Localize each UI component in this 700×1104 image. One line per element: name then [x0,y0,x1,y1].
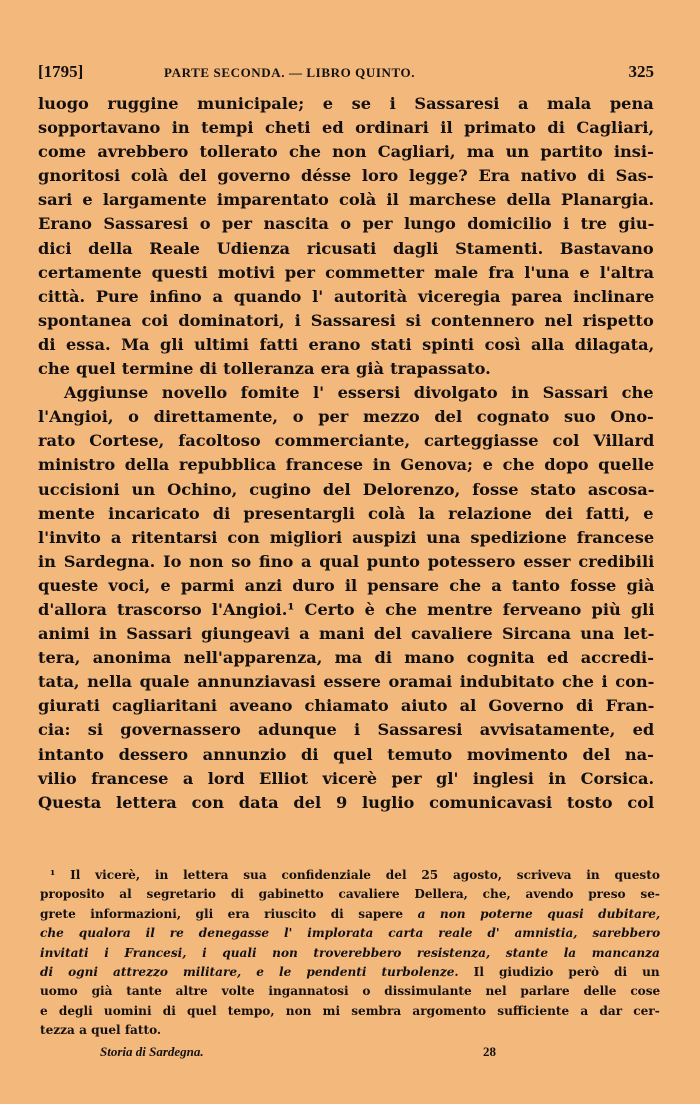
footnote-line [40,963,660,982]
text-line: intanto dessero annunzio di quel temuto movimento del na- [38,744,654,764]
text-line: in Sardegna. Io non so fino a qual punto potessero esser credibili [38,551,655,571]
text-line: spontanea coi dominatori, i Sassaresi si contennero nel rispetto [38,310,654,330]
text-line: l'Angioi, o direttamente, o per mezzo del cognato suo Ono- [38,407,654,427]
header-running-title: PARTE SECONDA. — LIBRO QUINTO. [164,65,416,80]
text-line: giurati cagliaritani aveano chiamato aiuto al Governo di Fran- [38,696,655,716]
text-line: tata, nella quale annunziavasi essere oramai indubitato che i con- [38,672,655,692]
text-line: tera, anonima nell'apparenza, ma di mano cognita ed accredi- [38,648,654,668]
text-line: Questa lettera con data del 9 luglio comunicavasi tosto col [38,792,655,812]
text-line: ministro della repubblica francese in Genova; e che dopo quelle [38,455,655,475]
header-year: [1795] [38,62,84,81]
text-line: di essa. Ma gli ultimi fatti erano stati spinti così alla dilagata, [38,334,655,354]
text-line: uccisioni un Ochino, cugino del Delorenzo, fosse stato ascosa- [38,479,655,499]
footer-signature: 28 [483,1044,496,1059]
text-line: rato Cortese, facoltoso commerciante, carteggiasse col Villard [38,431,655,451]
page-footer [0,1044,700,1066]
footnote-text: grete informazioni, gli era riuscito di sapere [40,906,404,921]
text-line: queste voci, e parmi anzi duro il pensare che a tanto fosse già [38,575,655,595]
footnote-line [40,924,660,943]
text-line: certamente questi motivi per commetter male fra l'una e l'altra [38,262,654,282]
footnote-italic-text: invitati i Francesi, i quali non troverebbero resistenza, stante la mancanza [40,945,660,960]
text-line: come avrebbero tollerato che non Cagliari, ma un partito insi- [38,142,654,162]
footnote-italic-text: di ogni attrezzo militare, e le pendenti turbolenze. [40,964,459,979]
footnote-line: e degli uomini di quel tempo, non mi sembra argomento sufficiente a dar cer- [40,1003,660,1018]
text-line: gnoritosi colà del governo désse loro legge? Era nativo di Sas- [38,166,654,186]
footnote-line: tezza a quel fatto. [40,1023,162,1038]
text-line: che quel termine di tolleranza era già trapassato. [38,359,491,379]
footnote-italic-text: che qualora il re denegasse l' implorata carta reale d' amnistia, sarebbero [40,926,661,941]
footnote-line: ¹ Il vicerè, in lettera sua confidenziale del 25 agosto, scriveva in questo [50,868,660,882]
footnote-line [40,944,660,963]
book-page [38,58,654,815]
text-line: animi in Sassari giungeavi a mani del cavaliere Sircana una let- [38,624,655,644]
text-line: luogo ruggine municipale; e se i Sassaresi a mala pena [38,94,654,113]
footnote-italic-text: a non poterne quasi dubitare, [417,906,661,921]
text-line: d'allora trascorso l'Angioi.¹ Certo è che mentre ferveano più gli [38,599,655,619]
text-line: Erano Sassaresi o per nascita o per lungo domicilio i tre giu- [38,214,655,234]
body-text [38,92,654,815]
footnote-text: Il giudizio però di un [473,964,660,979]
footnote-line: proposito al segretario di gabinetto cavaliere Dellera, che, avendo preso se- [40,887,660,902]
text-line: cia: si governassero adunque i Sassaresi avvisatamente, ed [38,720,655,740]
text-line: sopportavano in tempi cheti ed ordinari il primato di Cagliari, [38,118,655,138]
text-line: vilio francese a lord Elliot vicerè per gl' inglesi in Corsica. [38,768,655,788]
footnote [40,866,660,1041]
page-number: 325 [628,62,654,81]
text-line: città. Pure infino a quando l' autorità viceregia parea inclinare [38,286,655,306]
text-line: dici della Reale Udienza ricusati dagli Stamenti. Bastavano [38,238,654,258]
text-line: l'invito a ritentarsi con migliori auspizi una spedizione francese [38,527,655,547]
running-header [38,58,654,88]
text-line: mente incaricato di presentargli colà la relazione dei fatti, e [38,503,654,523]
text-line: Aggiunse novello fomite l' essersi divolgato in Sassari che [64,383,654,403]
footnote-line: uomo già tante altre volte ingannatosi o dissimulante nel parlare delle cose [40,984,661,999]
text-line: sari e largamente imparentato colà il marchese della Planargia. [38,190,655,210]
footer-book-title: Storia di Sardegna. [100,1044,204,1059]
footnote-line [40,905,660,924]
